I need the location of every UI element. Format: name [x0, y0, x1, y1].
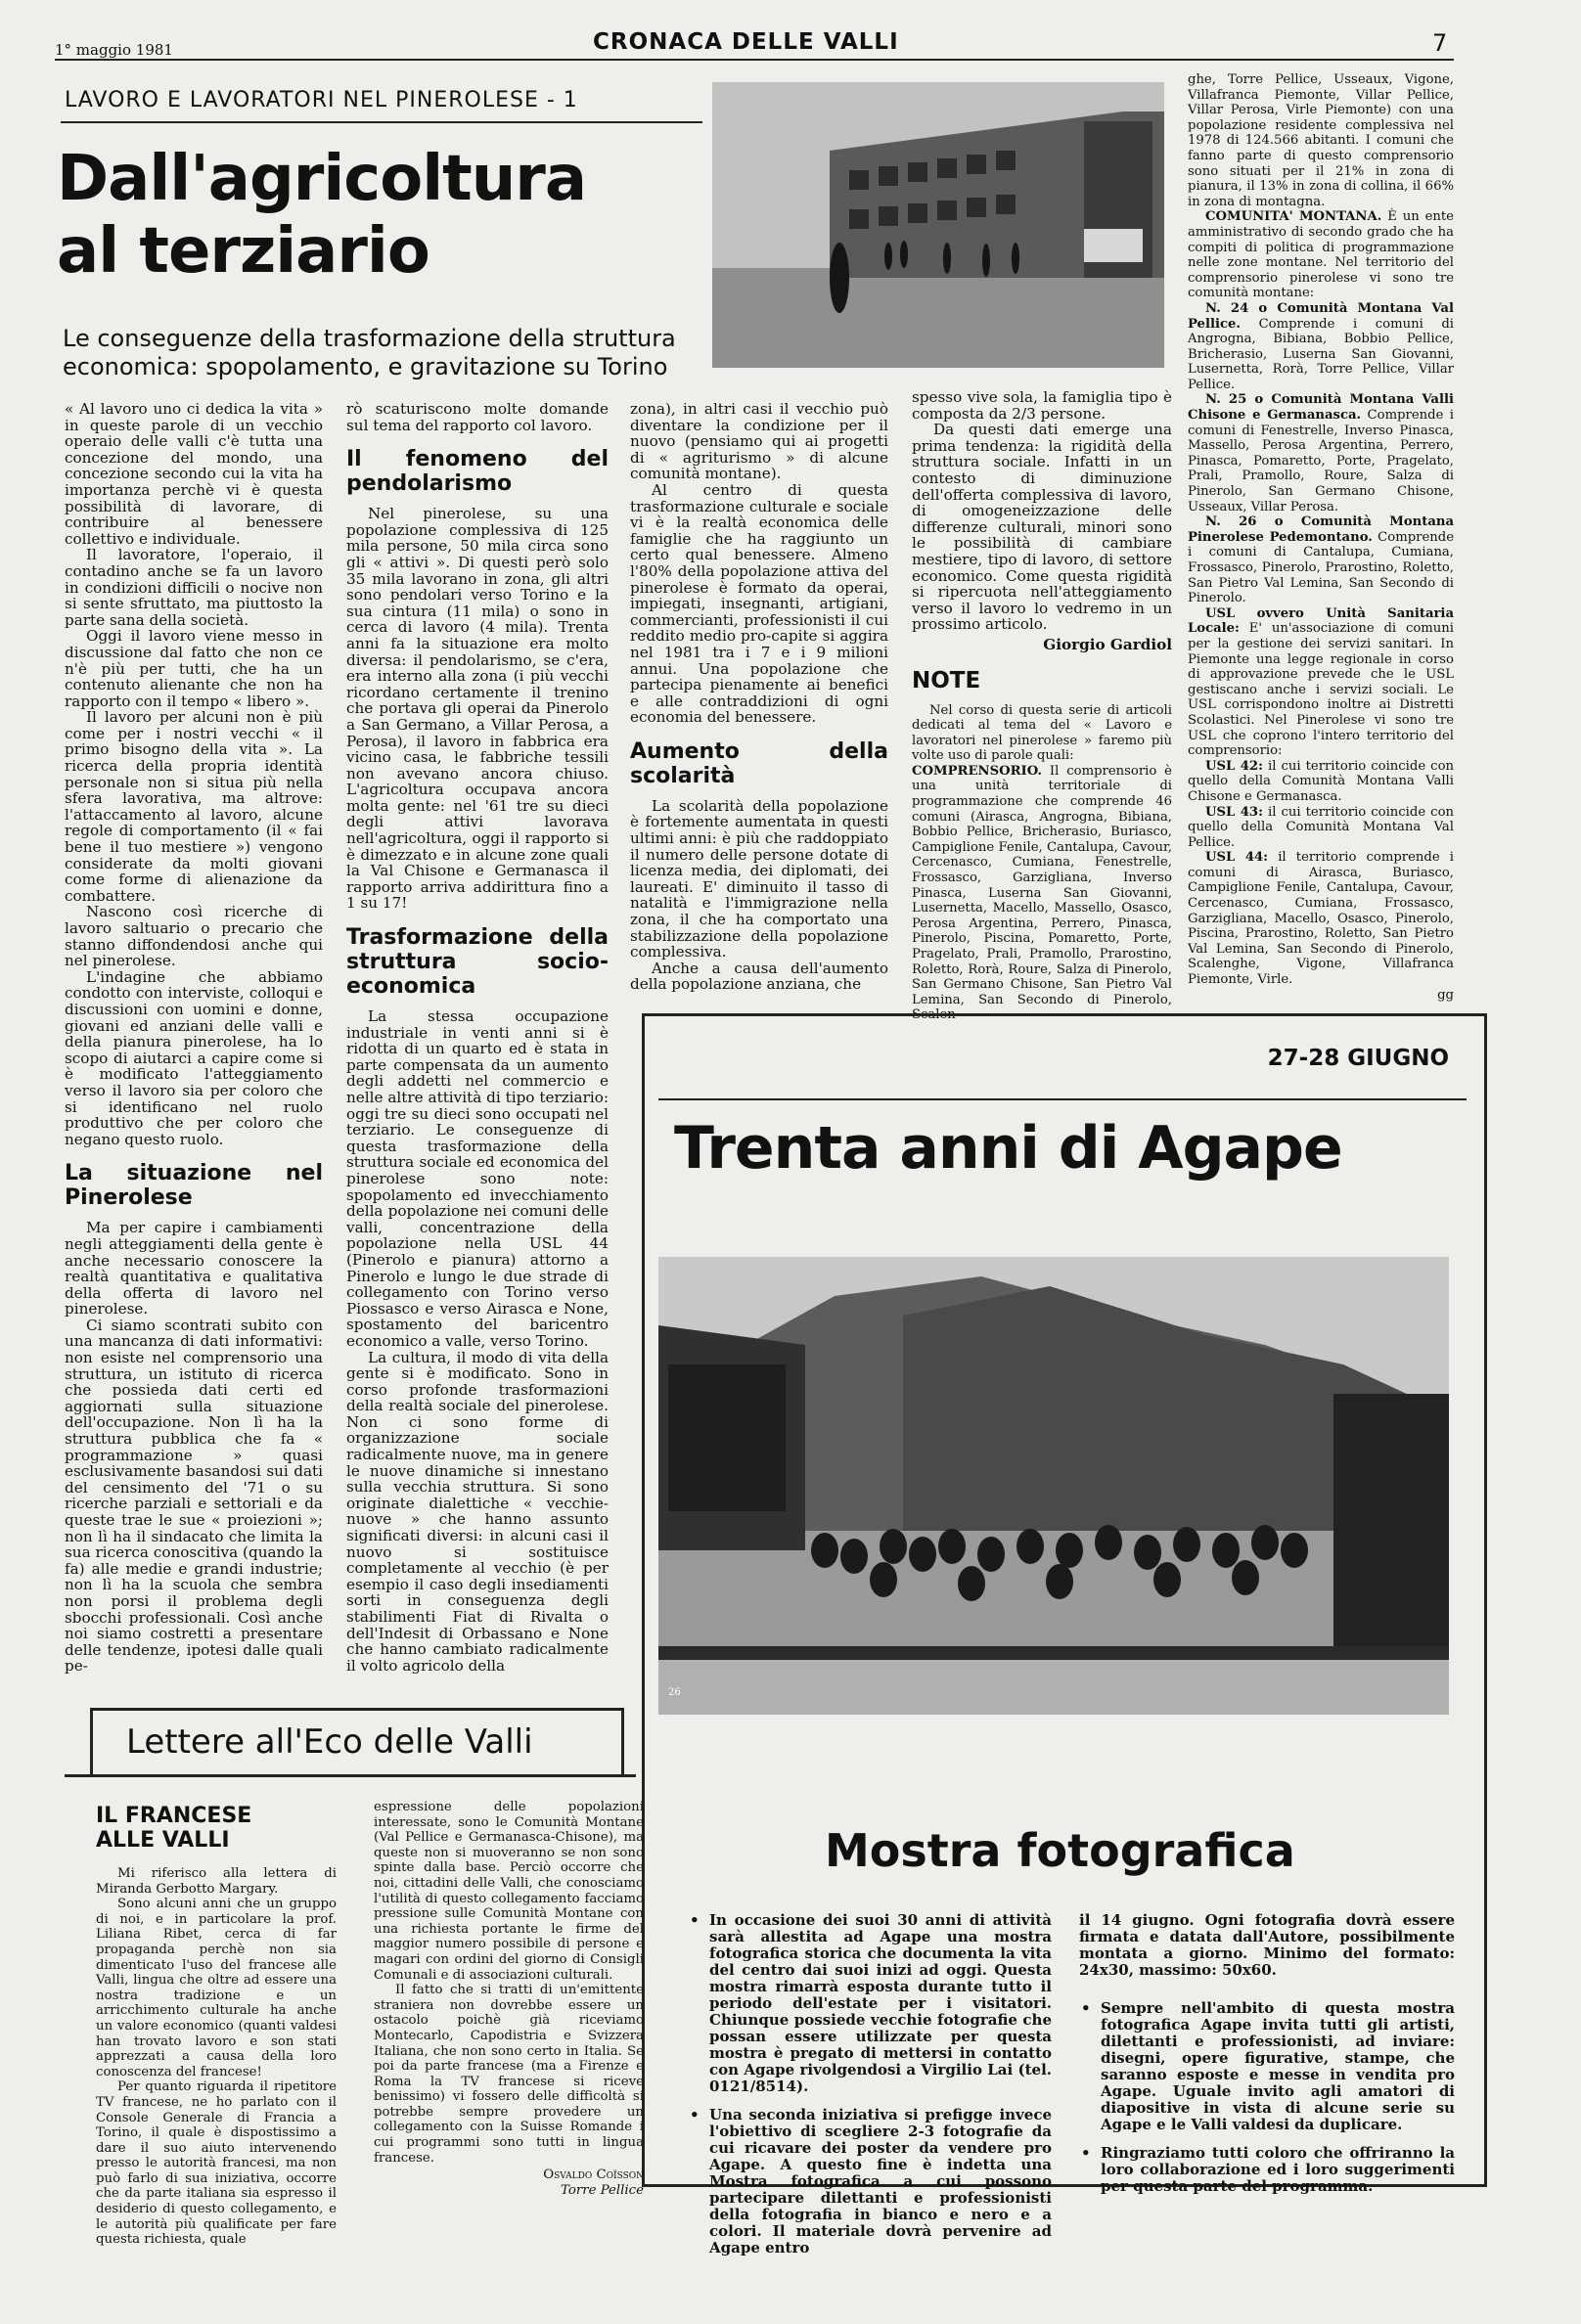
term: N. 24 o Comunità Montana Val Pellice.	[1188, 300, 1454, 332]
note-cm	[1188, 209, 1454, 301]
photo-code: 26	[668, 1687, 681, 1698]
page-number: 7	[1432, 29, 1448, 57]
paragraph: espressione delle popolazioni interessate, sono le Comunità Montane (Val Pellice e Germanasca-Chisone), ma queste non si muoveranno se non sono spinte dalla base. Perciò occorre che noi, cittadini delle Valli, che conosciamo l'utilità di questo collegamento facciamo pressione sulle Comunità Montane con una richiesta portante le firme del maggior numero possibile di persone e magari con ordini del giorno di Consigli Comunali e di associazioni culturali.	[374, 1800, 644, 1983]
bullet-text: In occasione dei suoi 30 anni di attività sarà allestita ad Agape una mostra fotografica storica che documenta la vita del centro dai suoi inizi ad oggi. Questa mostra rimarrà esposta durante tutto il periodo dell'estate per i visitatori. Chiunque possiede vecchie fotografie che possan essere utilizzate per questa mostra è pregato di mettersi in contatto con Agape rivolgendosi a Virgilio Lai (tel. 0121/8514).	[709, 1911, 1052, 2095]
definition: il cui territorio coincide con quello della Comunità Montana Valli Chisone e Germanasca.	[1188, 758, 1454, 804]
paragraph: Ci siamo scontrati subito con una mancanza di dati informativi: non esiste nel comprensorio una struttura, un istituto di ricerca che possieda dati certi ed aggiornati sulla situazione dell'occupazione. Non lì ha la struttura pubblica che fa « programmazione » quasi esclusivamente basandosi sui dati del censimento del '71 o su ricerche parziali e settoriali e da queste trae le sue « proiezioni »; non lì ha il sindacato che limita la sua ricerca conoscitiva (quando la fa) alle medie e grandi industrie; non lì ha la scuola che sembra non porsi il problema degli sbocchi professionali. Così anche noi siamo costretti a presentare delle tendenze, ipotesi dalle quali pe-	[65, 1316, 323, 1676]
article-title	[57, 143, 586, 288]
note-sign: gg	[1437, 987, 1454, 1003]
article-title-line1: Dall'agricoltura	[57, 143, 587, 215]
note-intro: Nel corso di questa serie di articoli dedicati al tema del « Lavoro e lavoratori nel pinerolese » faremo più volte uso di parole quali:	[912, 702, 1172, 764]
term: N. 26 o Comunità Montana Pinerolese Pedemontano.	[1188, 514, 1454, 545]
paragraph: « Al lavoro uno ci dedica la vita » in queste parole di un vecchio operaio delle valli c'è tutta una concezione del mondo, una concezione secondo cui la vita ha importanza perchè vi è questa possibilità di lavorare, di contribuire al benessere collettivo e individuale.	[65, 400, 323, 548]
note-usl42	[1188, 759, 1454, 805]
article-subtitle-line1: Le conseguenze della trasformazione della struttura	[63, 325, 676, 352]
paragraph: Anche a causa dell'aumento della popolazione anziana, che	[630, 959, 888, 994]
paragraph: Il fatto che si tratti di un'emittente straniera non dovrebbe essere un ostacolo poichè già riceviamo Montecarlo, Capodistria e Svizzera Italiana, che non sono certo in Italia. Se poi da parte francese (ma a Firenze e Roma la TV francese si riceve benissimo) vi fossero delle difficoltà si potrebbe sempre provedere un collegamento con la Suisse Romande i cui programmi sono tutti in lingua francese.	[374, 1983, 644, 2166]
term: USL 43:	[1205, 804, 1263, 820]
note-n25	[1188, 392, 1454, 514]
note-heading: NOTE	[912, 667, 981, 693]
section-heading: Aumento della scolarità	[630, 738, 888, 788]
factory-photo	[712, 82, 1164, 368]
paragraph: La cultura, il modo di vita della gente si è modificato. Sono in corso profonde trasformazioni della realtà sociale del pinerolese. Non ci sono forme di organizzazione sociale radicalmente nuove, ma in genere le nuove dinamiche si innestano sulla vecchia struttura. Si sono originate dialettiche « vecchie-nuove » che hanno assunto significati diversi: in alcuni casi il nuovo si sostituisce completamente al vecchio (è per esempio il caso degli insediamenti sorti in conseguenza degli stabilimenti Fiat di Rivalta o dell'Indesit di Orbassano e None che hanno cambiato radicalmente il volto agricolo della	[346, 1348, 609, 1675]
term: COMUNITA' MONTANA.	[1205, 209, 1382, 225]
letter-author: Osvaldo Coïsson	[543, 2168, 644, 2183]
agape-title: Trenta anni di Agape	[674, 1114, 1342, 1183]
agape-box	[642, 1013, 1487, 2257]
note-n26	[1188, 514, 1454, 606]
agape-subtitle: Mostra fotografica	[825, 1824, 1295, 1877]
bullet-icon: •	[1081, 2144, 1091, 2162]
paragraph: Il lavoratore, l'operaio, il contadino anche se fa un lavoro in condizioni difficili o nocive non si sente sfruttato, ma piuttosto la parte sana della società.	[65, 546, 323, 629]
article-kicker: LAVORO E LAVORATORI NEL PINEROLESE - 1	[65, 88, 578, 112]
section-heading: La situazione nel Pinerolese	[65, 1161, 323, 1211]
note-usl	[1188, 606, 1454, 759]
bullet-text: Ringraziamo tutti coloro che offriranno la loro collaborazione ed i loro suggerimenti per questa parte del programma.	[1101, 2144, 1455, 2195]
paragraph: Da questi dati emerge una prima tendenza: la rigidità della struttura sociale. Infatti in un contesto di diminuzione dell'offerta complessiva di lavoro, di omogeneizzazione delle differenze culturali, minori sono le possibilità di cambiare mestiere, tipo di lavoro, di settore economico. Come questa rigidità si ripercuota nell'atteggiamento verso il lavoro lo vedremo in un prossimo articolo.	[912, 421, 1172, 634]
agape-bullet-1	[688, 1912, 1052, 2095]
note-usl43	[1188, 805, 1454, 851]
newspaper-name: CRONACA DELLE VALLI	[593, 29, 899, 55]
definition: Il comprensorio è una unità territoriale di programmazione che comprende 46 comuni (Airasca, Angrogna, Bibiana, Bobbio Pellice, Bricherasio, Buriasco, Campiglione Fenile, Cantalupa, Cavour, Cercenasco, Cumiana, Fenestrelle, Frossasco, Garzigliana, Inverso Pinasca, Luserna San Giovanni, Lusernetta, Macello, Massello, Osasco, Perosa Argentina, Perrero, Pinasca, Pinerolo, Piscina, Pomaretto, Porte, Pragelato, Prali, Pramollo, Prarostino, Roletto, Rorà, Roure, Salza di Pinerolo, San Germano Chisone, San Pietro Val Lemina, San Secondo di Pinerolo, Scalen-	[912, 763, 1172, 1023]
definition: Comprende i comuni di Angrogna, Bibiana, Bobbio Pellice, Bricherasio, Luserna San Giovanni, Lusernetta, Rorà, Torre Pellice, Villar Pellice.	[1188, 316, 1455, 392]
paragraph: Sono alcuni anni che un gruppo di noi, e in particolare la prof. Liliana Ribet, cerca di far propaganda perchè non sia dimenticato l'uso del francese alle Valli, lingua che oltre ad essere una nostra tradizione e un arricchimento culturale ha anche un valore economico (quanti valdesi han trovato lavoro e son stati apprezzati a causa della loro conoscenza del francese!	[96, 1897, 337, 2079]
paragraph: zona), in altri casi il vecchio può diventare la condizione per il nuovo (pensiamo qui ai progetti di « agriturismo » di alcune comunità montane).	[630, 400, 888, 483]
paragraph: Per quanto riguarda il ripetitore TV francese, ne ho parlato con il Console Generale di Francia a Torino, il quale è dispostissimo a dare il suo aiuto intervenendo presso le autorità francesi, ma non può farlo di sua iniziativa, occorre che da parte italiana sia espresso il desiderio di questo collegamento, e le autorità più qualificate per fare questa richiesta, quale	[96, 2079, 337, 2248]
letter-column-2	[374, 1800, 644, 2198]
note-comprensorio	[912, 764, 1172, 1023]
term: USL ovvero Unità Sanitaria Locale:	[1188, 605, 1454, 637]
article-column-4	[912, 389, 1172, 1023]
paragraph: Nascono così ricerche di lavoro saltuario o precario che stanno diffondendosi anche qui nel pinerolese.	[65, 903, 323, 970]
paragraph: rò scaturiscono molte domande sul tema del rapporto col lavoro.	[346, 400, 609, 434]
paragraph: Nel pinerolese, su una popolazione complessiva di 125 mila persone, 50 mila circa sono gli « attivi ». Di questi però solo 35 mila lavorano in zona, gli altri sono pendolari verso Torino e la sua cintura (11 mila) o sono in cerca di lavoro (4 mila). Trenta anni fa la situazione era molto diversa: il pendolarismo, se c'era, era interno alla zona (i più vecchi ricordano certamente il trenino che portava gli operai da Pinerolo a San Germano, a Villar Perosa, a Perosa), il lavoro in fabbrica era vicino casa, le fabbriche tessili non avevano ancora chiuso. L'agricoltura occupava ancora molta gente: nel '61 tre su dieci degli attivi lavorava nell'agricoltura, oggi il rapporto si è dimezzato e in alcune zone quali la Val Chisone e Germanasca il rapporto arriva addirittura fino a 1 su 17!	[346, 505, 609, 913]
paragraph: Al centro di questa trasformazione culturale e sociale vi è la realtà economica delle famiglie che ha raggiunto un certo qual benessere. Almeno l'80% della popolazione attiva del pinerolese è formato da operai, impiegati, insegnanti, artigiani, commercianti, professionisti il cui reddito medio pro-capite si aggira nel 1981 tra i 7 e i 9 milioni annui. Una popolazione che partecipa pienamente ai benefici e alle contraddizioni di ogni economia del benessere.	[630, 480, 888, 727]
paragraph: Mi riferisco alla lettera di Miranda Gerbotto Margary.	[96, 1866, 337, 1897]
bullet-icon: •	[1081, 1999, 1091, 2017]
definition: il cui territorio coincide con quello della Comunità Montana Val Pellice.	[1188, 804, 1454, 850]
note-column	[1188, 72, 1454, 1003]
agape-bullet-2	[688, 2107, 1052, 2257]
article-column-2	[346, 401, 609, 1674]
letter-heading: IL FRANCESE ALLE VALLI	[96, 1804, 252, 1853]
definition: il territorio comprende i comuni di Airasca, Buriasco, Campiglione Fenile, Cantalupa, Cavour, Cercenasco, Cumiana, Frossasco, Garzigliana, Macello, Osasco, Pinerolo, Piscina, Prarostino, Roletto, San Pietro Val Lemina, San Secondo di Pinerolo, Scalenghe, Vigone, Villafranca Piemonte, Virle.	[1188, 850, 1455, 988]
term: USL 42:	[1205, 758, 1263, 774]
definition: È un ente amministrativo di secondo grado che ha compiti di politica di programmazione nelle zone montane. Nel territorio del comprensorio pinerolese vi sono tre comunità montane:	[1188, 209, 1454, 301]
letter-column-1	[96, 1866, 337, 2248]
article-column-3	[630, 401, 888, 993]
letter-place: Torre Pellice	[561, 2182, 644, 2198]
note-text	[912, 703, 1172, 1023]
paragraph: Il lavoro per alcuni non è più come per i nostri vecchi « il primo bisogno della vita ». La ricerca della propria identità personale non si situa più nella sfera lavorativa, ma altrove: l'attaccamento al lavoro, alcune regole di comportamento (il « fai bene il tuo mestiere ») vengono considerate da molti giovani come forme di alienazione da combattere.	[65, 708, 323, 905]
paragraph: La stessa occupazione industriale in venti anni si è ridotta di un quarto ed è stata in parte compensata da un aumento degli addetti nel commercio e nelle altre attività di tipo terziario: oggi tre su dieci sono occupati nel terziario. Le conseguenze di questa trasformazione della struttura sociale ed economica del pinerolese sono note: spopolamento ed invecchiamento della popolazione nei comuni delle valli, concentrazione della popolazione nella USL 44 (Pinerolo e pianura) attorno a Pinerolo e lungo le due strade di collegamento con Torino verso Piossasco e verso Airasca e None, spostamento del baricentro economico a valle, verso Torino.	[346, 1007, 609, 1350]
agape-bullet-3	[1079, 2000, 1455, 2133]
agape-photo	[658, 1257, 1449, 1715]
definition: Comprende i comuni di Fenestrelle, Inverso Pinasca, Massello, Perosa Argentina, Perrero, Pinasca, Pomaretto, Porte, Pragelato, Prali, Pramollo, Roure, Salza di Pinerolo, San Germano Chisone, Usseaux, Villar Perosa.	[1188, 408, 1454, 514]
note-n24	[1188, 301, 1454, 393]
article-subtitle	[63, 325, 676, 381]
article-column-1	[65, 401, 323, 1675]
note-continued: ghe, Torre Pellice, Usseaux, Vigone, Villafranca Piemonte, Villar Pellice, Villar Perosa, Virle Piemonte) con una popolazione residente complessiva nel 1978 di 124.566 abitanti. I comuni che fanno parte di questo comprensorio sono situati per il 21% in zona di pianura, il 13% in zona di collina, il 66% in zona di montagna.	[1188, 72, 1454, 209]
bullet-icon: •	[690, 2106, 700, 2123]
bullet-text: Una seconda iniziativa si prefigge invece l'obiettivo di scegliere 2-3 fotografie da cui ricavare dei poster da vendere pro Agape. A questo fine è indetta una Mostra fotografica a cui possono partecipare dilettanti e professionisti della fotografia in bianco e nero e a colori. Il materiale dovrà pervenire ad Agape entro	[709, 2106, 1052, 2257]
paragraph: Ma per capire i cambiamenti negli atteggiamenti della gente è anche necessario conoscere la realtà quantitativa e qualitativa della offerta di lavoro nel pinerolese.	[65, 1219, 323, 1318]
agape-col-right	[1079, 1912, 1455, 2207]
paragraph: L'indagine che abbiamo condotto con interviste, colloqui e discussioni con uomini e donne, giovani ed anziani delle valli e della pianura pinerolese, ha lo scopo di aiutarci a capire come si è modificato l'atteggiamento verso il lavoro sia per coloro che si identificano nel ruolo produttivo che per coloro che negano questo ruolo.	[65, 967, 323, 1148]
section-heading: Il fenomeno del pendolarismo	[346, 447, 609, 497]
term: COMPRENSORIO.	[912, 763, 1043, 779]
agape-date: 27-28 GIUGNO	[1267, 1046, 1449, 1071]
letters-rule	[65, 1774, 636, 1777]
definition: Comprende i comuni di Cantalupa, Cumiana, Frossasco, Pinerolo, Prarostino, Roletto, San Pietro Val Lemina, San Secondo di Pinerolo.	[1188, 529, 1454, 606]
agape-bullet-4	[1079, 2145, 1455, 2195]
kicker-rule	[61, 121, 702, 123]
page-header	[55, 27, 1522, 57]
article-signature: Giorgio Gardiol	[1043, 635, 1172, 653]
issue-date: 1° maggio 1981	[55, 41, 173, 59]
bullet-icon: •	[690, 1911, 700, 1929]
term: N. 25 o Comunità Montana Valli Chisone e Germanasca.	[1188, 392, 1454, 424]
paragraph: La scolarità della popolazione è fortemente aumentata in questi ultimi anni: è più che raddoppiato il numero delle persone dotate di licenza media, dei diplomati, dei laureati. E' diminuito il tasso di natalità e l'immigrazione nella zona, il che ha comportato una stabilizzazione della popolazione complessiva.	[630, 796, 888, 961]
section-heading: Trasformazione della struttura socio-economica	[346, 925, 609, 1000]
paragraph: spesso vive sola, la famiglia tipo è composta da 2/3 persone.	[912, 388, 1172, 423]
letters-header-box	[90, 1708, 624, 1777]
bullet-text: Sempre nell'ambito di questa mostra fotografica Agape invita tutti gli artisti, dilettanti e professionisti, ad inviare: disegni, opere figurative, stampe, che saranno esposte e messe in vendita pro Agape. Uguale invito agli amatori di diapositive in vista di alcune serie su Agape e le Valli valdesi da duplicare.	[1101, 1999, 1455, 2133]
note-usl44	[1188, 850, 1454, 987]
definition: E' un'associazione di comuni per la gestione dei servizi sanitari. In Piemonte una legge regionale in corso di approvazione prevede che le USL gestiscano anche i servizi sociali. Le USL corrispondono inoltre ai Distretti Scolastici. Nel Pinerolese vi sono tre USL che coprono l'intero territorio del comprensorio:	[1188, 621, 1454, 759]
paragraph: Oggi il lavoro viene messo in discussione dal fatto che non ce n'è più per tutti, che ha un contenuto alienante che non ha rapporto con il tempo « libero ».	[65, 627, 323, 710]
agape-col-left	[688, 1912, 1052, 2268]
agape-rule	[658, 1098, 1467, 1100]
letters-section-title: Lettere all'Eco delle Valli	[126, 1722, 533, 1762]
article-title-line2: al terziario	[57, 215, 429, 288]
agape-continued: il 14 giugno. Ogni fotografia dovrà essere firmata e datata dall'Autore, possibilmente montata a giorno. Minimo del formato: 24x30, massimo: 50x60.	[1079, 1911, 1455, 1979]
article-subtitle-line2: economica: spopolamento, e gravitazione su Torino	[63, 353, 668, 380]
header-rule	[55, 59, 1454, 61]
term: USL 44:	[1205, 850, 1269, 866]
